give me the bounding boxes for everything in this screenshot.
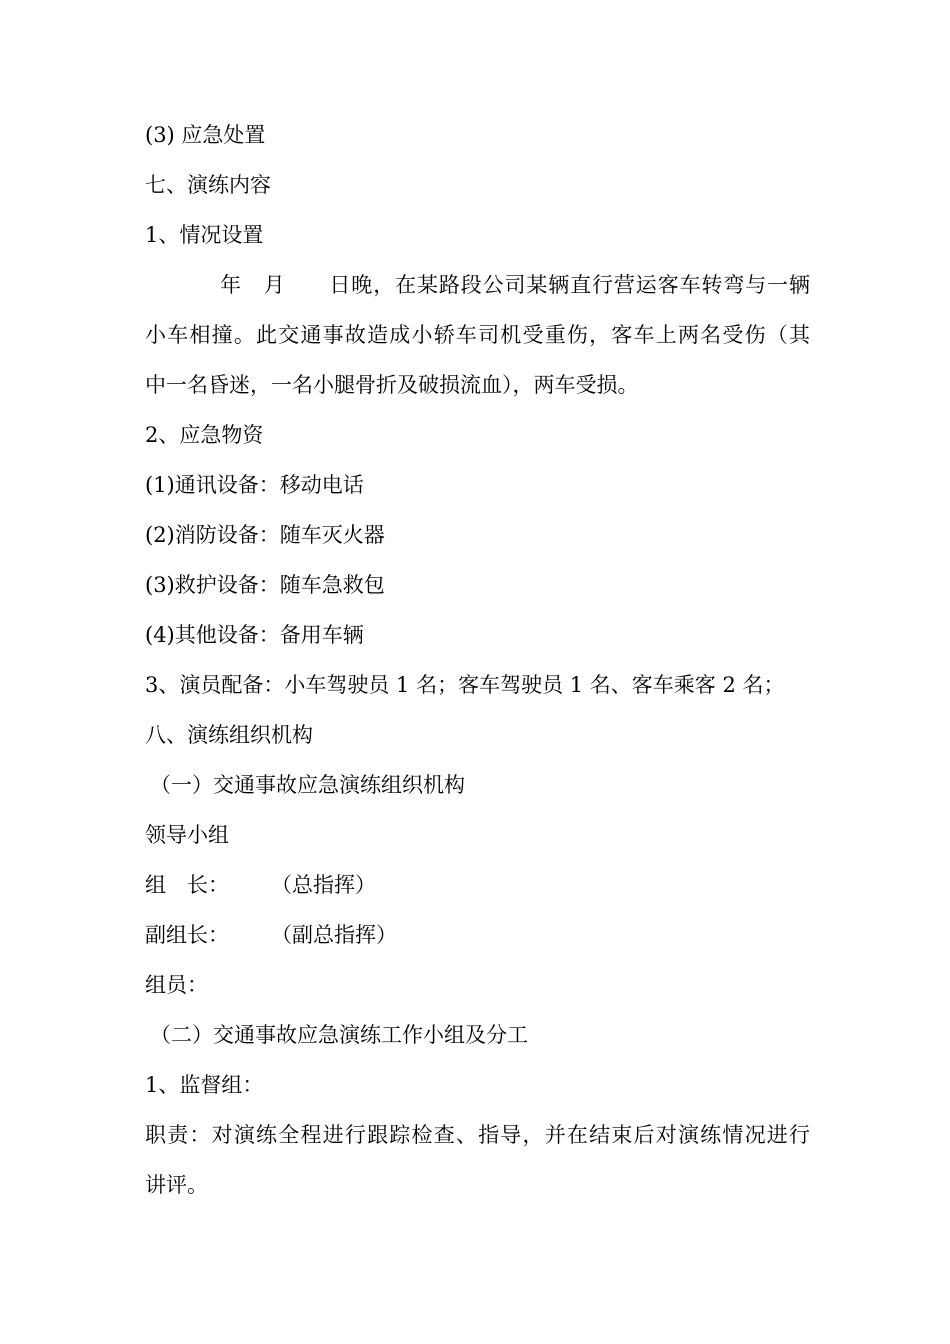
subheading-scenario: 1、情况设置 [145,223,264,247]
subsection-work-groups: （二）交通事故应急演练工作小组及分工 [150,1023,528,1047]
section-heading-organization: 八、演练组织机构 [145,723,313,747]
paragraph-line-3: 中一名昏迷，一名小腿骨折及破损流血），两车受损。 [145,373,639,397]
supply-item-communication: (1)通讯设备：移动电话 [145,473,364,497]
deputy-leader: 副组长： （副总指挥） [145,923,397,947]
paragraph-line-2: 小车相撞。此交通事故造成小轿车司机受重伤，客车上两名受伤（其 [145,323,810,347]
actors-assignment: 3、演员配备：小车驾驶员 1 名；客车驾驶员 1 名、客车乘客 2 名； [145,673,785,697]
supply-item-fire: (2)消防设备：随车灭火器 [145,523,385,547]
group-leader: 组 长： （总指挥） [145,873,376,897]
supply-item-other: (4)其他设备：备用车辆 [145,623,364,647]
subsection-organization: （一）交通事故应急演练组织机构 [150,773,465,797]
heading-emergency-handling: (3) 应急处置 [145,123,266,147]
group-members: 组员： [145,973,208,997]
supervision-group: 1、监督组： [145,1073,264,1097]
duty-line-2: 讲评。 [145,1173,208,1197]
subheading-supplies: 2、应急物资 [145,423,264,447]
section-heading-drill-content: 七、演练内容 [145,173,271,197]
paragraph-line-1: 年 月 日晚，在某路段公司某辆直行营运客车转弯与一辆 [220,273,810,297]
leadership-group: 领导小组 [145,823,229,847]
supply-item-rescue: (3)救护设备：随车急救包 [145,573,385,597]
duty-line-1: 职责：对演练全程进行跟踪检查、指导，并在结束后对演练情况进行 [145,1123,810,1147]
